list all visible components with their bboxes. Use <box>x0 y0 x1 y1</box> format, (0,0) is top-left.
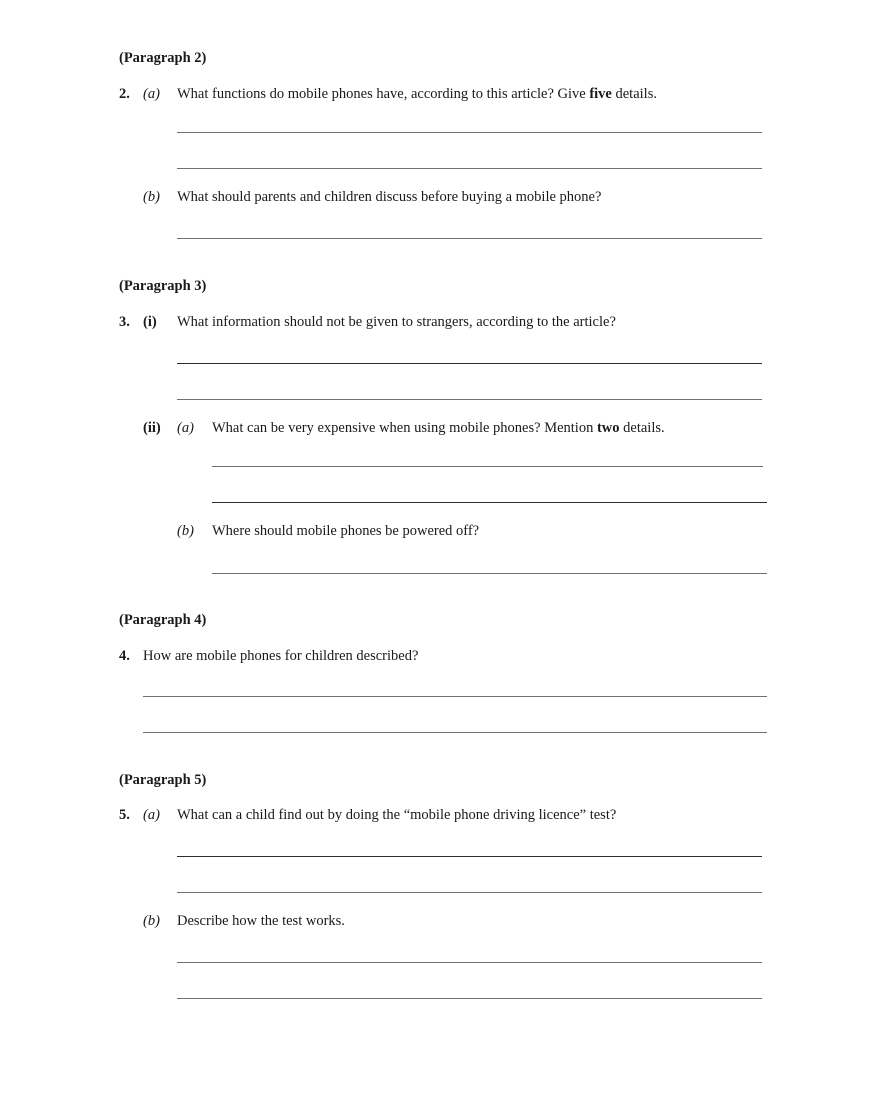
question-2b-label: (b) <box>143 189 160 205</box>
answer-line[interactable] <box>143 732 767 733</box>
question-3ii-a-text-start: What can be very expensive when using mobile phones? Mention <box>212 420 597 436</box>
question-3ii-b-text: Where should mobile phones be powered off? <box>212 523 480 539</box>
answer-line[interactable] <box>177 998 762 999</box>
question-3ii-a-label: (a) <box>177 420 194 436</box>
answer-line[interactable] <box>177 892 762 893</box>
answer-line[interactable] <box>212 466 763 467</box>
question-2b-text: What should parents and children discuss before buying a mobile phone? <box>177 189 602 205</box>
question-3ii-label: (ii) <box>143 420 161 436</box>
answer-line[interactable] <box>212 502 767 503</box>
question-2a-text-end: details. <box>611 86 657 102</box>
question-5-number: 5. <box>119 807 130 823</box>
answer-line[interactable] <box>177 238 762 239</box>
question-4-text: How are mobile phones for children described? <box>143 648 419 664</box>
question-3i-text: What information should not be given to strangers, according to the article? <box>177 314 616 330</box>
question-2a-label: (a) <box>143 86 160 102</box>
answer-line[interactable] <box>177 132 762 133</box>
question-3ii-a-text <box>212 419 665 437</box>
question-3i-label: (i) <box>143 314 157 330</box>
question-3-number: 3. <box>119 314 130 330</box>
answer-line[interactable] <box>212 573 767 574</box>
answer-line[interactable] <box>177 168 762 169</box>
question-2a-emphasis: five <box>589 86 612 102</box>
question-5a-label: (a) <box>143 807 160 823</box>
question-5b-label: (b) <box>143 913 160 929</box>
question-4-number: 4. <box>119 648 130 664</box>
section-heading-paragraph-5: (Paragraph 5) <box>119 772 207 788</box>
question-5b-text: Describe how the test works. <box>177 913 345 929</box>
question-3ii-a-emphasis: two <box>596 420 620 436</box>
answer-line[interactable] <box>177 856 762 857</box>
question-2a-text <box>177 85 657 103</box>
answer-line[interactable] <box>177 962 762 963</box>
answer-line[interactable] <box>143 696 767 697</box>
answer-line[interactable] <box>177 399 762 400</box>
section-heading-paragraph-4: (Paragraph 4) <box>119 612 207 628</box>
question-2a-text-start: What functions do mobile phones have, according to this article? Give <box>177 86 590 102</box>
answer-line[interactable] <box>177 363 762 364</box>
question-5a-text: What can a child find out by doing the “mobile phone driving licence” test? <box>177 807 617 823</box>
section-heading-paragraph-3: (Paragraph 3) <box>119 278 207 294</box>
section-heading-paragraph-2: (Paragraph 2) <box>119 50 207 66</box>
question-2-number: 2. <box>119 86 130 102</box>
question-3ii-b-label: (b) <box>177 523 194 539</box>
question-3ii-a-text-end: details. <box>619 420 665 436</box>
